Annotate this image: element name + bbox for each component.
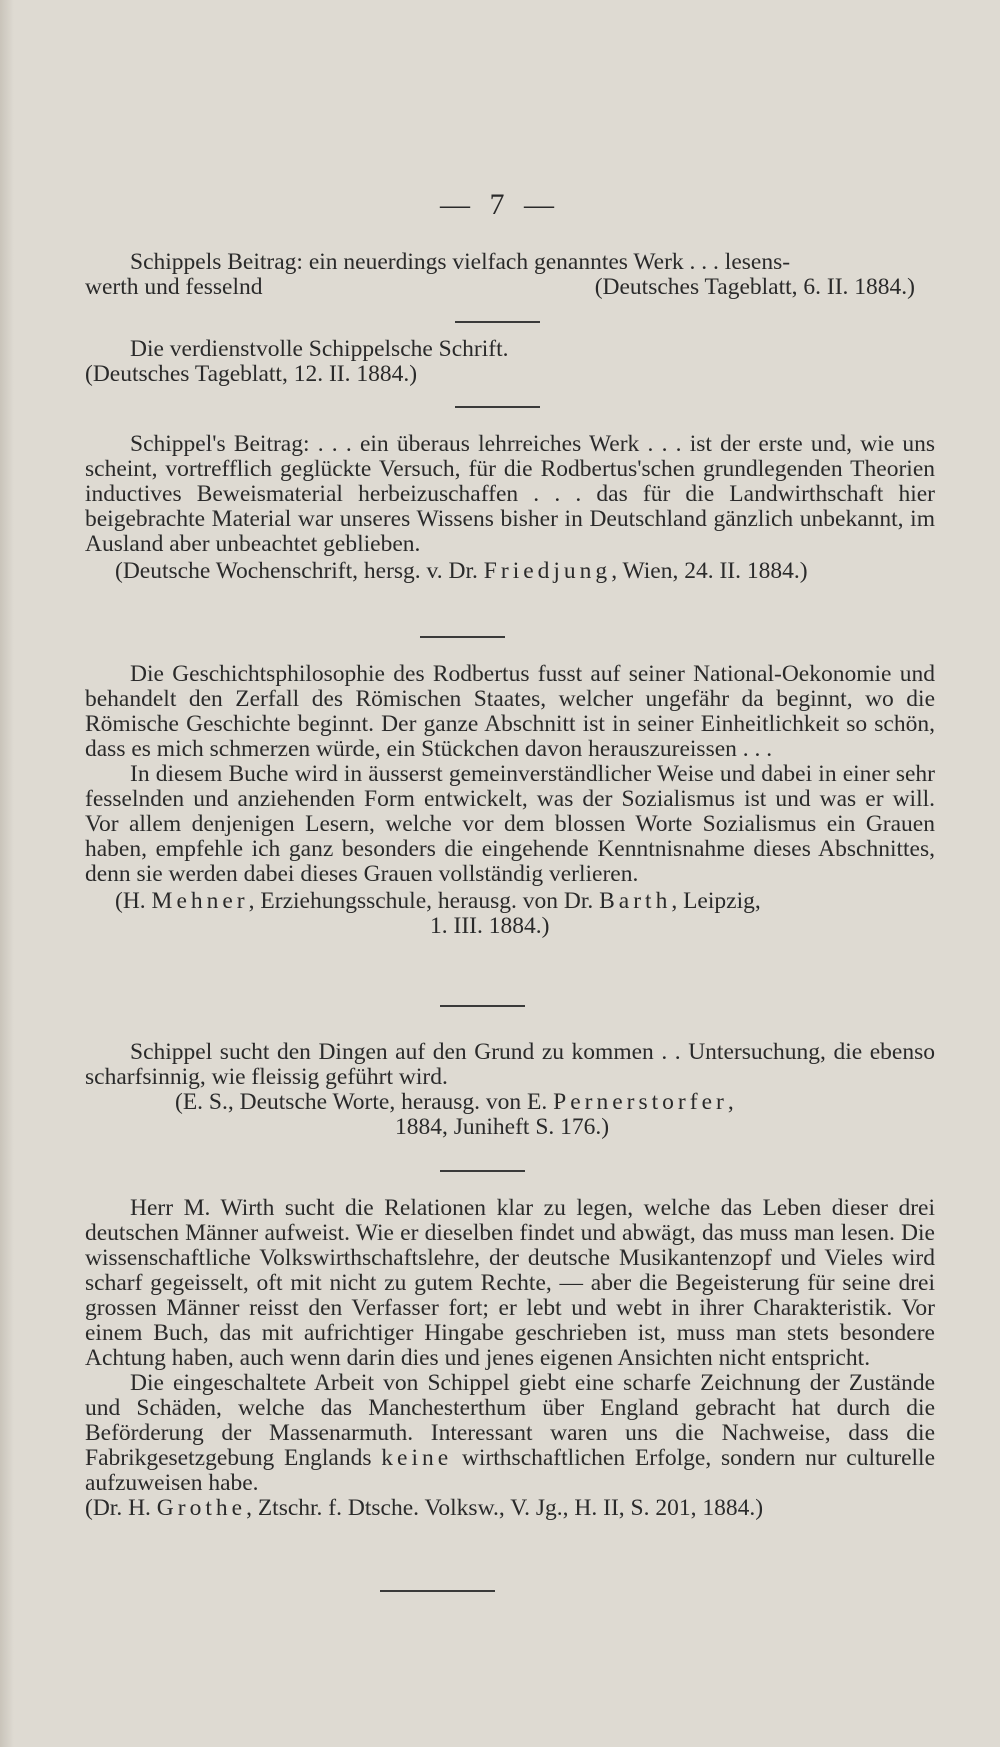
divider-2 [455, 406, 540, 408]
review-6-citation [85, 1496, 935, 1521]
review-2 [85, 337, 935, 387]
review-6 [85, 1196, 935, 1521]
review-4-citation-editor: Barth [599, 888, 672, 914]
divider-6 [380, 1590, 495, 1592]
review-3-citation-date: , Wien, 24. II. 1884.) [611, 558, 808, 584]
review-5-citation-date: 1884, Juniheft S. 176.) [395, 1114, 610, 1140]
page-edge-shadow [0, 0, 14, 1747]
review-6-paragraph-1: Herr M. Wirth sucht die Relationen klar zu legen, welche das Leben dieser drei deutschen Männer aufweist. Wie er dieselben findet und abwägt, das muss man lesen. Die wissenschaftliche Volkswirthschaftslehre, der deutsche Musikantenzopf und Vieles wird scharf gegeisselt, oft mit nicht zu gutem Rechte, — aber die Begeisterung für seine drei grossen Männer reisst den Verfasser fort; er lebt und webt in ihrer Charakteristik. Vor einem Buch, das mit aufrichtiger Hingabe geschrieben ist, muss man stets besondere Achtung haben, auch wenn darin dies und jenes eigenen Ansichten nicht entspricht. [85, 1195, 935, 1371]
review-3-text: Schippel's Beitrag: . . . ein überaus lehrreiches Werk . . . ist der erste und, wie uns scheint, vortrefflich geglückte Versuch, für die Rodbertus'schen grundlegenden Theorien inductives Beweismaterial herbeizuschaffen . . . das für die Landwirthschaft hier beigebrachte Material war unseres Wissens bisher in Deutschland gänzlich unbekannt, im Ausland aber unbeachtet geblieben. [85, 431, 935, 557]
divider-4 [440, 1005, 525, 1007]
review-6-emphasis: keine [381, 1445, 453, 1471]
review-4-citation-source: , Erziehungsschule, herausg. von Dr. [248, 888, 600, 914]
divider-1 [455, 321, 540, 323]
review-3 [85, 432, 935, 584]
review-6-paragraph-2-text: Die eingeschaltete Arbeit von Schippel giebt eine scharfe Zeichnung der Zustände und Schäden, welche das Manchesterthum über England gebracht hat durch die Beförderung der Massenarmuth. Interessant waren uns die Nachweise, dass die Fabrikgesetzgebung Englands [85, 1370, 935, 1471]
review-6-paragraph-2 [85, 1371, 935, 1496]
review-4-citation [85, 889, 935, 914]
review-3-citation-source: (Deutsche Wochenschrift, hersg. v. Dr. [115, 558, 484, 584]
review-5 [85, 1040, 935, 1140]
review-5-citation-comma: , [727, 1089, 734, 1115]
review-5-citation [85, 1090, 935, 1115]
review-5-citation-editor: Pernerstorfer [553, 1089, 728, 1115]
review-6-citation-author: Grothe [156, 1495, 247, 1521]
divider-3 [420, 636, 505, 638]
review-2-line-1: Die verdienstvolle Schippelsche Schrift. [130, 336, 509, 362]
review-4-paragraph-2: In diesem Buche wird in äusserst gemeinverständlicher Weise und dabei in einer sehr fesselnden und anziehenden Form entwickelt, was der Sozialismus ist und was er will. Vor allem denjenigen Lesern, welche vor dem blossen Worte Sozialismus ein Grauen haben, empfehle ich ganz besonders die eingehende Kenntnisnahme dieses Abschnittes, denn sie werden dabei dieses Grauen vollständig verlieren. [85, 761, 935, 887]
divider-5 [440, 1170, 525, 1172]
review-4-paragraph-1: Die Geschichtsphilosophie des Rodbertus fusst auf seiner National-Oekonomie und behandelt den Zerfall des Römischen Staates, welcher ungefähr da beginnt, wo die Römische Geschichte beginnt. Der ganze Abschnitt ist in seiner Einheitlichkeit so schön, dass es mich schmerzen würde, ein Stückchen davon herauszureissen . . . [85, 661, 935, 762]
review-1-line-2-text: werth und fesselnd [85, 274, 263, 300]
review-4-citation-author: Mehner [151, 888, 249, 914]
review-4-citation-prefix: (H. [115, 888, 152, 914]
review-1-citation: (Deutsches Tageblatt, 6. II. 1884.) [594, 274, 915, 300]
review-3-citation-author: Friedjung [483, 558, 612, 584]
review-2-citation: (Deutsches Tageblatt, 12. II. 1884.) [85, 361, 418, 387]
review-4 [85, 662, 935, 939]
review-1 [85, 250, 935, 300]
review-4-citation-place: , Leipzig, [671, 888, 761, 914]
review-3-citation [85, 559, 935, 584]
page-number: — 7 — [440, 188, 560, 221]
review-1-line-2 [85, 275, 935, 300]
review-6-paragraph-2-end: wirthschaftlichen Erfolge, sondern nur culturelle aufzuweisen habe. [85, 1445, 936, 1496]
review-6-citation-source: , Ztschr. f. Dtsche. Volksw., V. Jg., H. II, S. 201, 1884.) [246, 1495, 764, 1521]
review-5-text: Schippel sucht den Dingen auf den Grund zu kommen . . Untersuchung, die ebenso scharfsinnig, wie fleissig geführt wird. [85, 1039, 935, 1090]
review-5-citation-source: (E. S., Deutsche Worte, herausg. von E. [175, 1089, 554, 1115]
review-1-line-1: Schippels Beitrag: ein neuerdings vielfach genanntes Werk . . . lesens- [130, 249, 791, 275]
review-4-citation-date: 1. III. 1884.) [430, 913, 550, 939]
review-6-citation-prefix: (Dr. H. [85, 1495, 157, 1521]
